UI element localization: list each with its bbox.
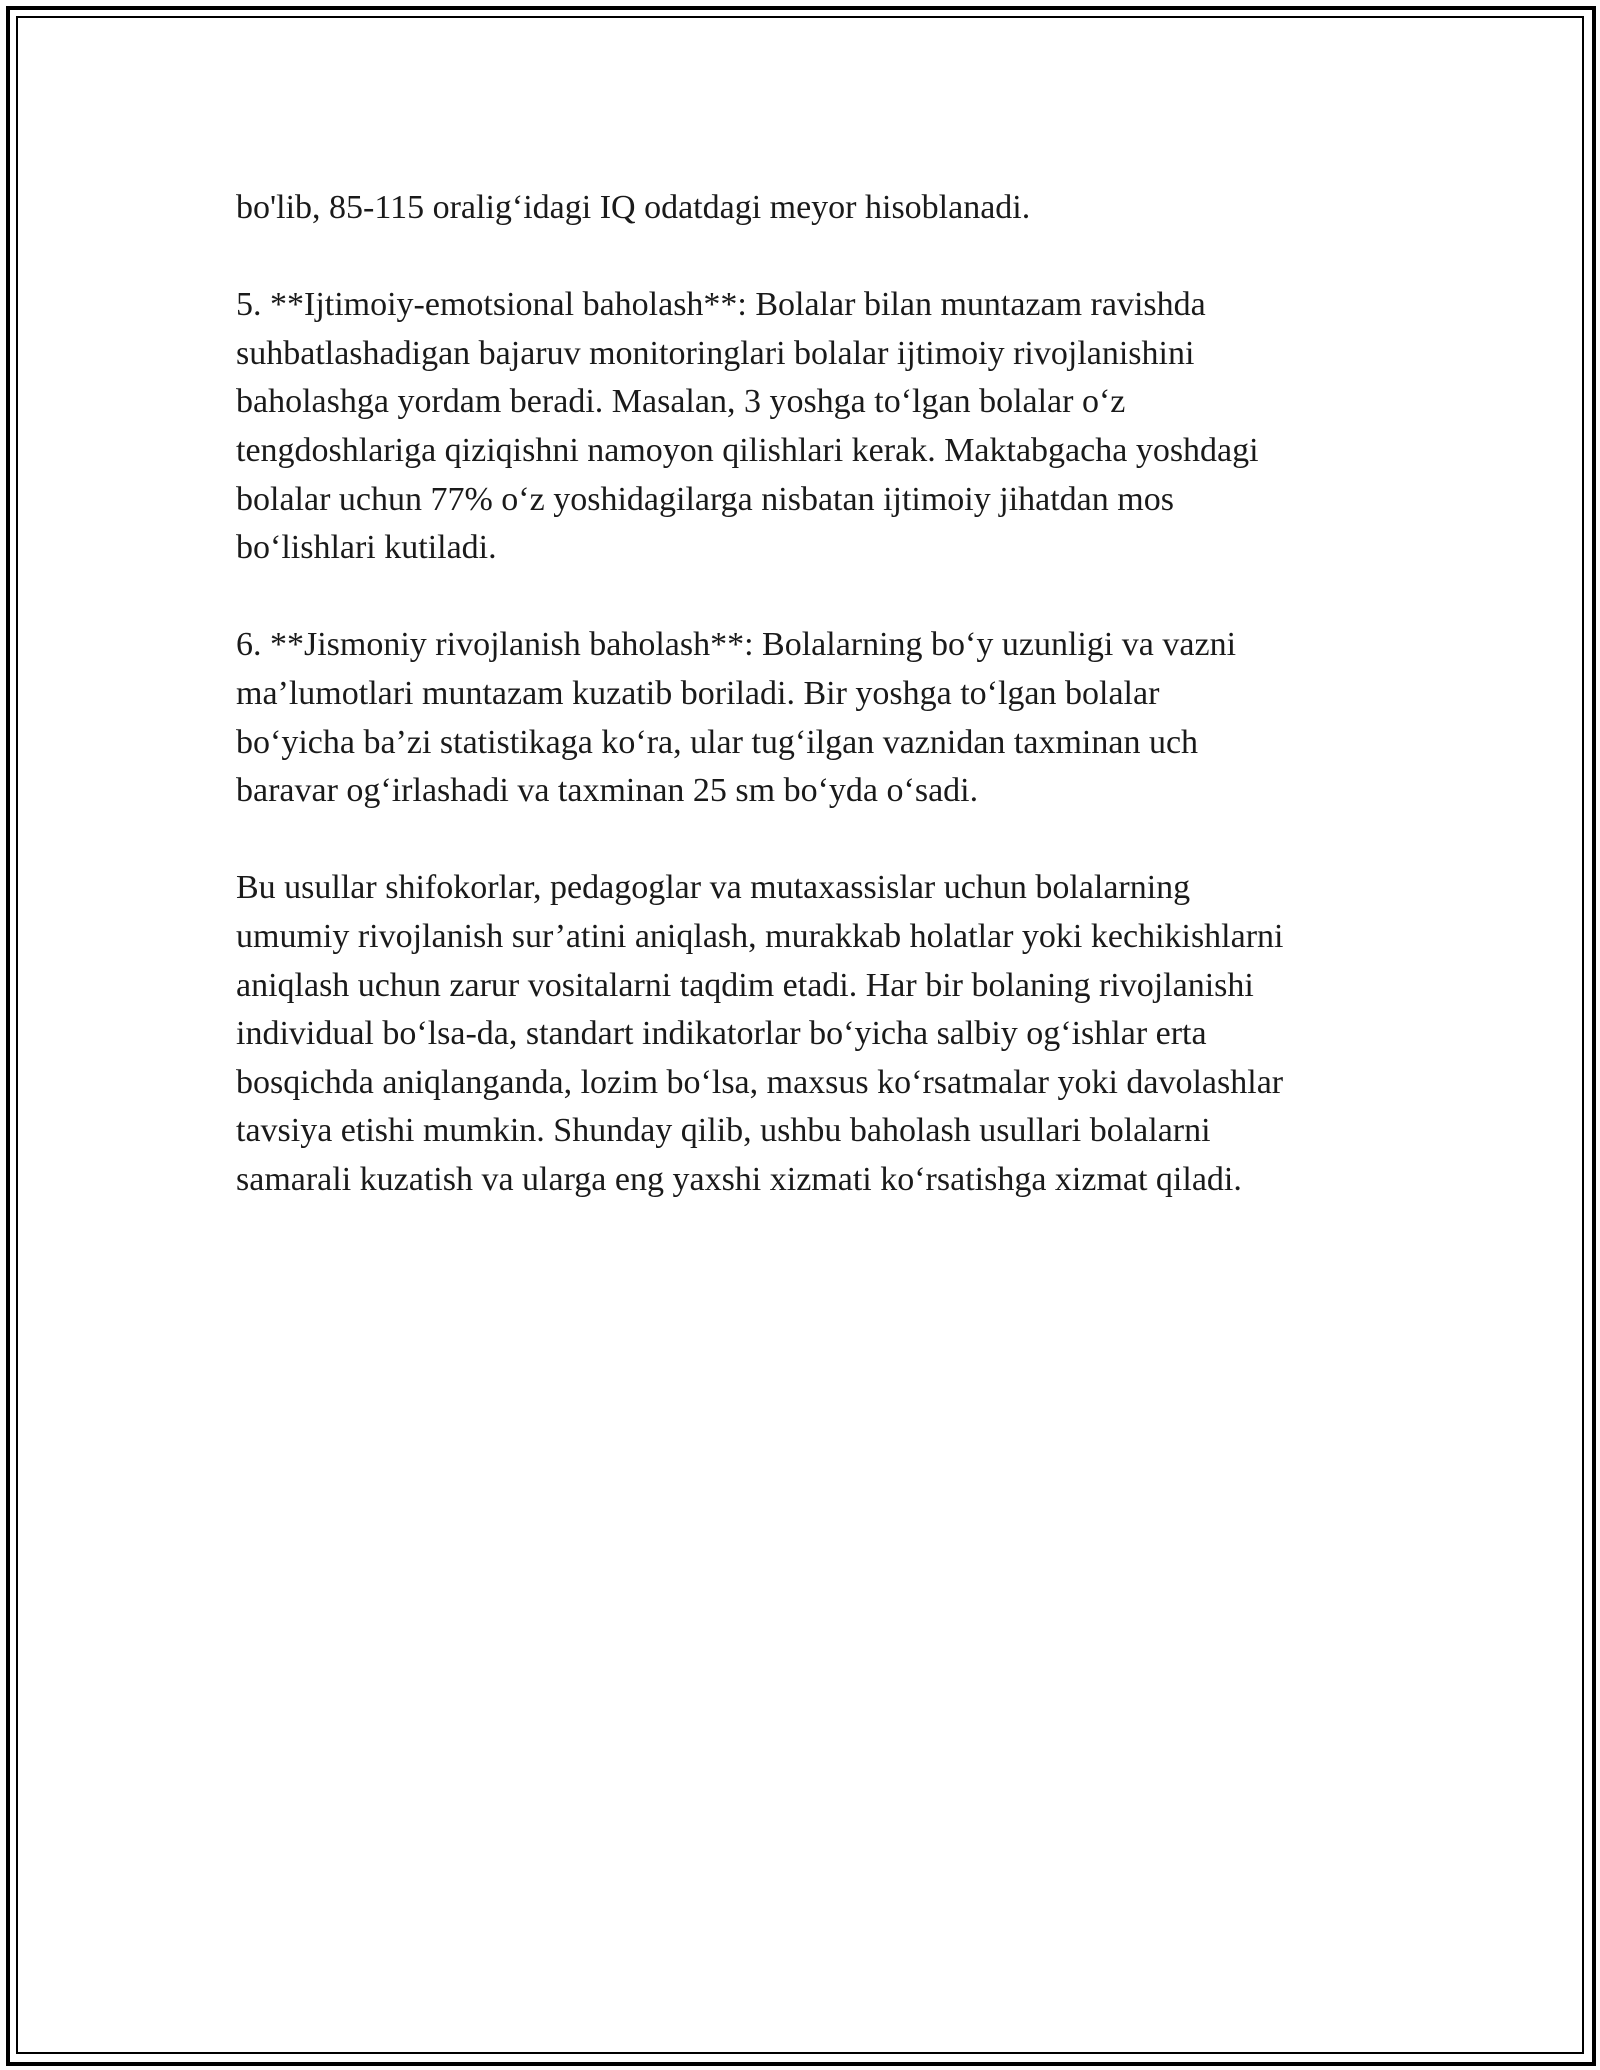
paragraph-iq-norm: bo'lib, 85-115 oralig‘idagi IQ odatdagi meyor hisoblanadi. [236, 189, 1031, 226]
document-body [236, 184, 1386, 1253]
paragraph-social-emotional: 5. **Ijtimoiy-emotsional baholash**: Bolalar bilan muntazam ravishda suhbatlashadigan bajaruv monitoringlari bolalar ijtimoiy rivojlanishini baholashga yordam beradi. Masalan, 3 yoshga to‘lgan bolalar o‘z tengdoshlariga qiziqishni namoyon qilishlari kerak. Maktabgacha yoshdagi bolalar uchun 77% o‘z yoshidagilarga nisbatan ijtimoiy jihatdan mos bo‘lishlari kutiladi. [236, 286, 1259, 567]
paragraph-physical-development: 6. **Jismoniy rivojlanish baholash**: Bolalarning bo‘y uzunligi va vazni ma’lumotlari muntazam kuzatib boriladi. Bir yoshga to‘lgan bolalar bo‘yicha ba’zi statistikaga ko‘ra, ular tug‘ilgan vaznidan taxminan uch baravar og‘irlashadi va taxminan 25 sm bo‘yda o‘sadi. [236, 626, 1237, 810]
paragraph-conclusion: Bu usullar shifokorlar, pedagoglar va mutaxassislar uchun bolalarning umumiy rivojlanish sur’atini aniqlash, murakkab holatlar yoki kechikishlarni aniqlash uchun zarur vositalarni taqdim etadi. Har bir bolaning rivojlanishi individual bo‘lsa-da, standart indikatorlar bo‘yicha salbiy og‘ishlar erta bosqichda aniqlanganda, lozim bo‘lsa, maxsus ko‘rsatmalar yoki davolashlar tavsiya etishi mumkin. Shunday qilib, ushbu baholash usullari bolalarni samarali kuzatish va ularga eng yaxshi xizmati ko‘rsatishga xizmat qiladi. [236, 869, 1284, 1198]
